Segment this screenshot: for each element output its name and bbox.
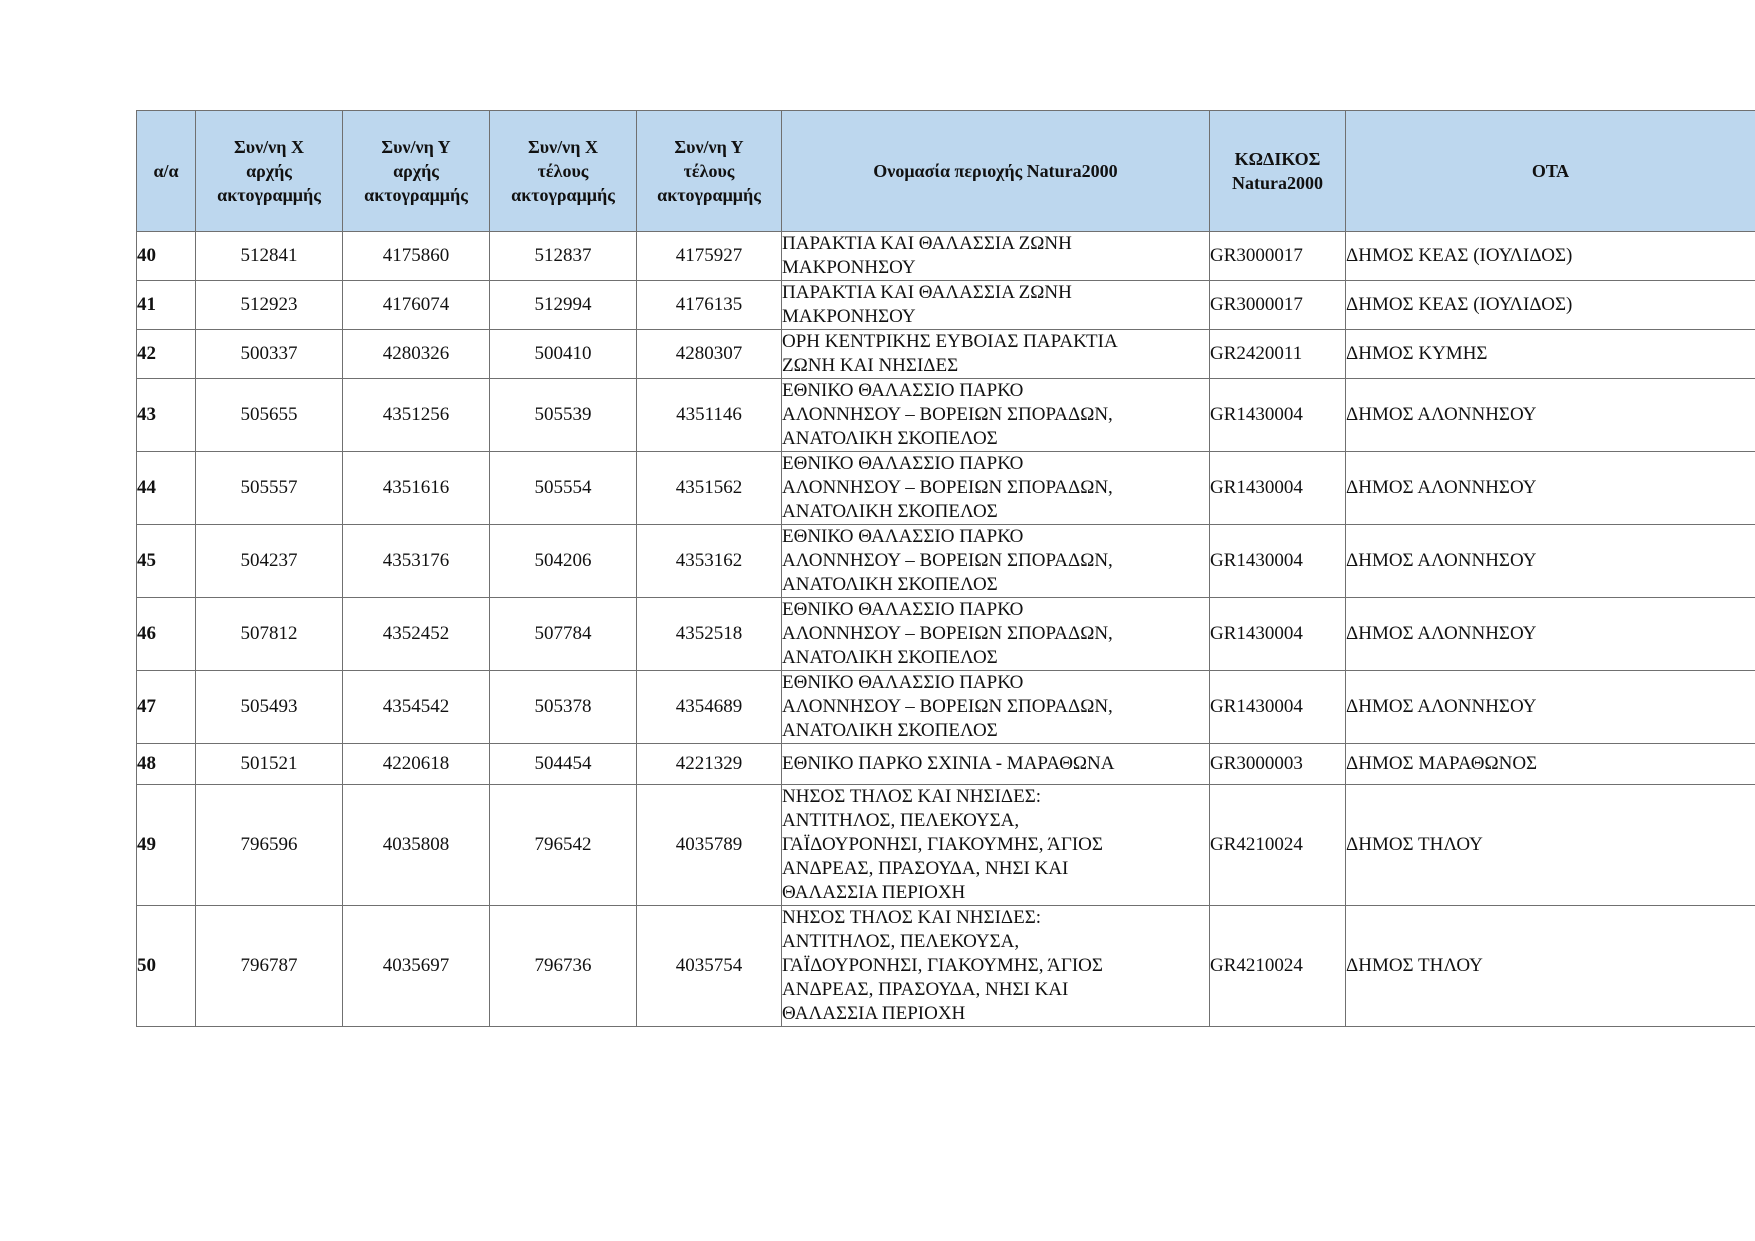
area-name-line: ΑΛΟΝΝΗΣΟΥ – ΒΟΡΕΙΩΝ ΣΠΟΡΑΔΩΝ, bbox=[782, 696, 1113, 717]
table-body bbox=[137, 232, 1755, 1027]
y-start-cell: 4352452 bbox=[343, 598, 490, 671]
y-start-cell: 4351616 bbox=[343, 452, 490, 525]
area-name-line: ΜΑΚΡΟΝΗΣΟΥ bbox=[782, 257, 916, 278]
column-header-area-name bbox=[782, 111, 1210, 232]
area-name-line: ΕΘΝΙΚΟ ΘΑΛΑΣΣΙΟ ΠΑΡΚΟ bbox=[782, 526, 1024, 547]
area-name-cell bbox=[782, 785, 1210, 906]
natura-code-cell: GR3000017 bbox=[1210, 232, 1346, 281]
column-header-line: Συν/νη Υ bbox=[381, 137, 451, 157]
x-end-cell: 500410 bbox=[490, 330, 637, 379]
area-name-line: ΑΝΑΤΟΛΙΚΗ ΣΚΟΠΕΛΟΣ bbox=[782, 647, 998, 668]
ota-cell: ΔΗΜΟΣ ΑΛΟΝΝΗΣΟΥ bbox=[1346, 379, 1755, 452]
y-start-cell: 4354542 bbox=[343, 671, 490, 744]
y-start-cell: 4176074 bbox=[343, 281, 490, 330]
table-row bbox=[137, 785, 1755, 906]
ota-cell: ΔΗΜΟΣ ΑΛΟΝΝΗΣΟΥ bbox=[1346, 525, 1755, 598]
x-start-cell: 505493 bbox=[196, 671, 343, 744]
y-end-cell: 4221329 bbox=[637, 744, 782, 785]
column-header-code bbox=[1210, 111, 1346, 232]
area-name-cell bbox=[782, 525, 1210, 598]
table-row bbox=[137, 281, 1755, 330]
column-header-line: τέλους bbox=[537, 161, 589, 181]
area-name-line: ΘΑΛΑΣΣΙΑ ΠΕΡΙΟΧΗ bbox=[782, 1003, 966, 1024]
y-end-cell: 4353162 bbox=[637, 525, 782, 598]
area-name-line: ΑΝΑΤΟΛΙΚΗ ΣΚΟΠΕΛΟΣ bbox=[782, 428, 998, 449]
column-header-y-start bbox=[343, 111, 490, 232]
column-header-line: Συν/νη Χ bbox=[234, 137, 304, 157]
y-end-cell: 4280307 bbox=[637, 330, 782, 379]
natura-code-cell: GR3000003 bbox=[1210, 744, 1346, 785]
column-header-line: ακτογραμμής bbox=[217, 185, 321, 205]
ota-cell: ΔΗΜΟΣ ΚΕΑΣ (ΙΟΥΛΙΔΟΣ) bbox=[1346, 281, 1755, 330]
column-header-line: Natura2000 bbox=[1232, 173, 1323, 193]
y-end-cell: 4354689 bbox=[637, 671, 782, 744]
row-number-cell: 47 bbox=[137, 671, 196, 744]
area-name-line: ΓΑΪΔΟΥΡΟΝΗΣΙ, ΓΙΑΚΟΥΜΗΣ, ΆΓΙΟΣ bbox=[782, 955, 1103, 976]
row-number-cell: 44 bbox=[137, 452, 196, 525]
x-start-cell: 500337 bbox=[196, 330, 343, 379]
area-name-line: ΑΛΟΝΝΗΣΟΥ – ΒΟΡΕΙΩΝ ΣΠΟΡΑΔΩΝ, bbox=[782, 623, 1113, 644]
column-header-line: αρχής bbox=[246, 161, 292, 181]
x-end-cell: 504206 bbox=[490, 525, 637, 598]
row-number-cell: 46 bbox=[137, 598, 196, 671]
area-name-cell bbox=[782, 452, 1210, 525]
area-name-line: ΓΑΪΔΟΥΡΟΝΗΣΙ, ΓΙΑΚΟΥΜΗΣ, ΆΓΙΟΣ bbox=[782, 834, 1103, 855]
area-name-cell bbox=[782, 330, 1210, 379]
area-name-line: ΟΡΗ ΚΕΝΤΡΙΚΗΣ ΕΥΒΟΙΑΣ ΠΑΡΑΚΤΙΑ bbox=[782, 331, 1118, 352]
column-header-line: Ονομασία περιοχής Natura2000 bbox=[873, 161, 1118, 181]
y-end-cell: 4176135 bbox=[637, 281, 782, 330]
column-header-line: Συν/νη Χ bbox=[528, 137, 598, 157]
row-number-cell: 49 bbox=[137, 785, 196, 906]
ota-cell: ΔΗΜΟΣ ΜΑΡΑΘΩΝΟΣ bbox=[1346, 744, 1755, 785]
area-name-line: ΕΘΝΙΚΟ ΠΑΡΚΟ ΣΧΙΝΙΑ - ΜΑΡΑΘΩΝΑ bbox=[782, 753, 1115, 774]
row-number-cell: 43 bbox=[137, 379, 196, 452]
natura-code-cell: GR3000017 bbox=[1210, 281, 1346, 330]
x-end-cell: 507784 bbox=[490, 598, 637, 671]
area-name-cell bbox=[782, 379, 1210, 452]
x-start-cell: 512923 bbox=[196, 281, 343, 330]
x-start-cell: 512841 bbox=[196, 232, 343, 281]
area-name-line: ΑΝΔΡΕΑΣ, ΠΡΑΣΟΥΔΑ, ΝΗΣΙ ΚΑΙ bbox=[782, 979, 1069, 1000]
y-end-cell: 4035754 bbox=[637, 906, 782, 1027]
x-end-cell: 512837 bbox=[490, 232, 637, 281]
x-end-cell: 505378 bbox=[490, 671, 637, 744]
row-number-cell: 42 bbox=[137, 330, 196, 379]
table-row bbox=[137, 744, 1755, 785]
table-row bbox=[137, 330, 1755, 379]
y-end-cell: 4035789 bbox=[637, 785, 782, 906]
column-header-aa bbox=[137, 111, 196, 232]
y-end-cell: 4352518 bbox=[637, 598, 782, 671]
table-row bbox=[137, 598, 1755, 671]
table-row bbox=[137, 525, 1755, 598]
y-start-cell: 4175860 bbox=[343, 232, 490, 281]
area-name-line: ΝΗΣΟΣ ΤΗΛΟΣ ΚΑΙ ΝΗΣΙΔΕΣ: bbox=[782, 786, 1042, 807]
area-name-cell bbox=[782, 598, 1210, 671]
column-header-line: ΚΩΔΙΚΟΣ bbox=[1234, 149, 1321, 169]
y-start-cell: 4035697 bbox=[343, 906, 490, 1027]
y-end-cell: 4175927 bbox=[637, 232, 782, 281]
column-header-ota bbox=[1346, 111, 1755, 232]
area-name-line: ΠΑΡΑΚΤΙΑ ΚΑΙ ΘΑΛΑΣΣΙΑ ΖΩΝΗ bbox=[782, 233, 1072, 254]
table-row bbox=[137, 671, 1755, 744]
table-row bbox=[137, 379, 1755, 452]
ota-cell: ΔΗΜΟΣ ΑΛΟΝΝΗΣΟΥ bbox=[1346, 452, 1755, 525]
ota-cell: ΔΗΜΟΣ ΚΕΑΣ (ΙΟΥΛΙΔΟΣ) bbox=[1346, 232, 1755, 281]
column-header-line: αρχής bbox=[393, 161, 439, 181]
area-name-line: ΘΑΛΑΣΣΙΑ ΠΕΡΙΟΧΗ bbox=[782, 882, 966, 903]
natura-code-cell: GR1430004 bbox=[1210, 452, 1346, 525]
table-header-row bbox=[137, 111, 1755, 232]
area-name-line: ΕΘΝΙΚΟ ΘΑΛΑΣΣΙΟ ΠΑΡΚΟ bbox=[782, 672, 1024, 693]
ota-cell: ΔΗΜΟΣ ΤΗΛΟΥ bbox=[1346, 906, 1755, 1027]
column-header-line: α/α bbox=[153, 161, 179, 181]
x-end-cell: 796736 bbox=[490, 906, 637, 1027]
area-name-cell bbox=[782, 671, 1210, 744]
y-start-cell: 4353176 bbox=[343, 525, 490, 598]
natura-code-cell: GR4210024 bbox=[1210, 785, 1346, 906]
natura-coastline-table bbox=[136, 110, 1755, 1027]
natura-code-cell: GR1430004 bbox=[1210, 598, 1346, 671]
y-end-cell: 4351562 bbox=[637, 452, 782, 525]
table-row bbox=[137, 232, 1755, 281]
x-start-cell: 501521 bbox=[196, 744, 343, 785]
table-row bbox=[137, 452, 1755, 525]
area-name-line: ΜΑΚΡΟΝΗΣΟΥ bbox=[782, 306, 916, 327]
area-name-line: ΖΩΝΗ ΚΑΙ ΝΗΣΙΔΕΣ bbox=[782, 355, 959, 376]
row-number-cell: 45 bbox=[137, 525, 196, 598]
area-name-line: ΠΑΡΑΚΤΙΑ ΚΑΙ ΘΑΛΑΣΣΙΑ ΖΩΝΗ bbox=[782, 282, 1072, 303]
area-name-line: ΑΝΤΙΤΗΛΟΣ, ΠΕΛΕΚΟΥΣΑ, bbox=[782, 931, 1020, 952]
area-name-line: ΑΛΟΝΝΗΣΟΥ – ΒΟΡΕΙΩΝ ΣΠΟΡΑΔΩΝ, bbox=[782, 550, 1113, 571]
x-start-cell: 505655 bbox=[196, 379, 343, 452]
x-start-cell: 504237 bbox=[196, 525, 343, 598]
column-header-line: τέλους bbox=[683, 161, 735, 181]
area-name-line: ΕΘΝΙΚΟ ΘΑΛΑΣΣΙΟ ΠΑΡΚΟ bbox=[782, 599, 1024, 620]
ota-cell: ΔΗΜΟΣ ΑΛΟΝΝΗΣΟΥ bbox=[1346, 671, 1755, 744]
area-name-line: ΑΝΑΤΟΛΙΚΗ ΣΚΟΠΕΛΟΣ bbox=[782, 501, 998, 522]
natura-code-cell: GR4210024 bbox=[1210, 906, 1346, 1027]
natura-code-cell: GR1430004 bbox=[1210, 525, 1346, 598]
table-row bbox=[137, 906, 1755, 1027]
y-start-cell: 4280326 bbox=[343, 330, 490, 379]
y-start-cell: 4351256 bbox=[343, 379, 490, 452]
area-name-cell bbox=[782, 744, 1210, 785]
area-name-cell bbox=[782, 281, 1210, 330]
y-end-cell: 4351146 bbox=[637, 379, 782, 452]
row-number-cell: 48 bbox=[137, 744, 196, 785]
natura-code-cell: GR1430004 bbox=[1210, 379, 1346, 452]
x-end-cell: 512994 bbox=[490, 281, 637, 330]
row-number-cell: 41 bbox=[137, 281, 196, 330]
x-start-cell: 505557 bbox=[196, 452, 343, 525]
column-header-line: ακτογραμμής bbox=[364, 185, 468, 205]
area-name-cell bbox=[782, 906, 1210, 1027]
ota-cell: ΔΗΜΟΣ ΤΗΛΟΥ bbox=[1346, 785, 1755, 906]
area-name-line: ΑΝΑΤΟΛΙΚΗ ΣΚΟΠΕΛΟΣ bbox=[782, 720, 998, 741]
column-header-line: ακτογραμμής bbox=[657, 185, 761, 205]
column-header-y-end bbox=[637, 111, 782, 232]
area-name-line: ΕΘΝΙΚΟ ΘΑΛΑΣΣΙΟ ΠΑΡΚΟ bbox=[782, 453, 1024, 474]
column-header-line: ακτογραμμής bbox=[511, 185, 615, 205]
ota-cell: ΔΗΜΟΣ ΚΥΜΗΣ bbox=[1346, 330, 1755, 379]
x-start-cell: 507812 bbox=[196, 598, 343, 671]
column-header-line: ΟΤΑ bbox=[1531, 161, 1570, 181]
area-name-line: ΑΝΤΙΤΗΛΟΣ, ΠΕΛΕΚΟΥΣΑ, bbox=[782, 810, 1020, 831]
ota-cell: ΔΗΜΟΣ ΑΛΟΝΝΗΣΟΥ bbox=[1346, 598, 1755, 671]
area-name-cell bbox=[782, 232, 1210, 281]
area-name-line: ΑΛΟΝΝΗΣΟΥ – ΒΟΡΕΙΩΝ ΣΠΟΡΑΔΩΝ, bbox=[782, 404, 1113, 425]
x-end-cell: 505539 bbox=[490, 379, 637, 452]
row-number-cell: 40 bbox=[137, 232, 196, 281]
column-header-line: Συν/νη Υ bbox=[674, 137, 744, 157]
x-start-cell: 796787 bbox=[196, 906, 343, 1027]
x-end-cell: 505554 bbox=[490, 452, 637, 525]
area-name-line: ΕΘΝΙΚΟ ΘΑΛΑΣΣΙΟ ΠΑΡΚΟ bbox=[782, 380, 1024, 401]
x-end-cell: 796542 bbox=[490, 785, 637, 906]
row-number-cell: 50 bbox=[137, 906, 196, 1027]
area-name-line: ΑΝΔΡΕΑΣ, ΠΡΑΣΟΥΔΑ, ΝΗΣΙ ΚΑΙ bbox=[782, 858, 1069, 879]
natura-code-cell: GR1430004 bbox=[1210, 671, 1346, 744]
column-header-x-end bbox=[490, 111, 637, 232]
area-name-line: ΑΛΟΝΝΗΣΟΥ – ΒΟΡΕΙΩΝ ΣΠΟΡΑΔΩΝ, bbox=[782, 477, 1113, 498]
x-end-cell: 504454 bbox=[490, 744, 637, 785]
natura-code-cell: GR2420011 bbox=[1210, 330, 1346, 379]
y-start-cell: 4035808 bbox=[343, 785, 490, 906]
area-name-line: ΑΝΑΤΟΛΙΚΗ ΣΚΟΠΕΛΟΣ bbox=[782, 574, 998, 595]
y-start-cell: 4220618 bbox=[343, 744, 490, 785]
column-header-x-start bbox=[196, 111, 343, 232]
area-name-line: ΝΗΣΟΣ ΤΗΛΟΣ ΚΑΙ ΝΗΣΙΔΕΣ: bbox=[782, 907, 1042, 928]
x-start-cell: 796596 bbox=[196, 785, 343, 906]
